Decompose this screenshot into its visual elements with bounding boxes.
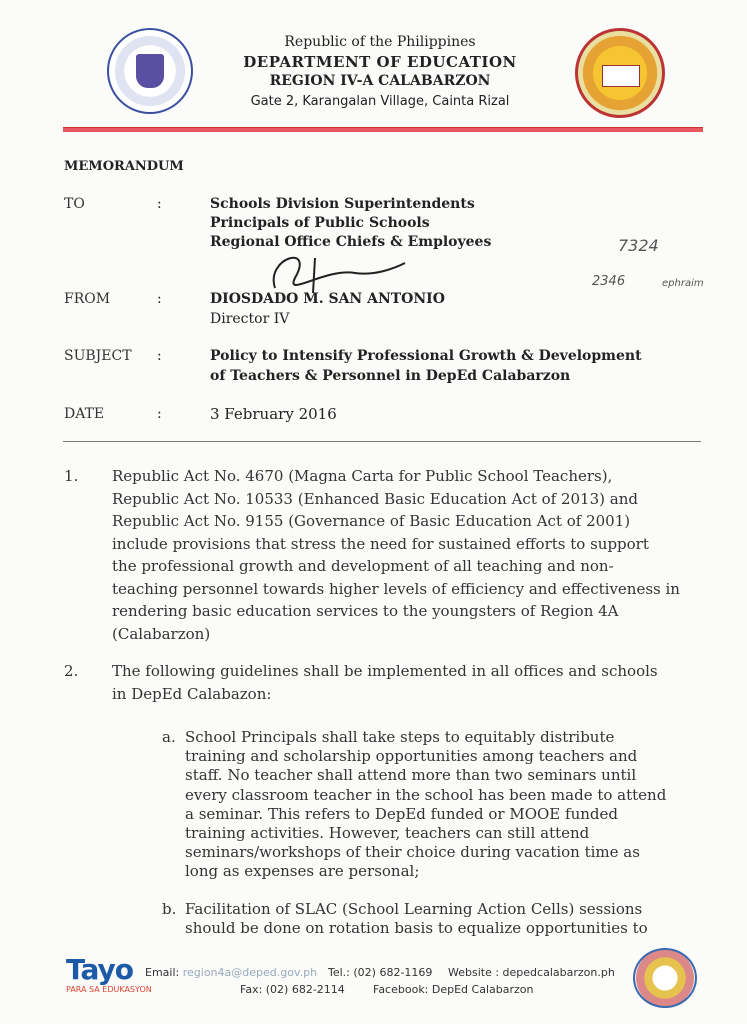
text-line: Facilitation of SLAC (School Learning Action Cells) sessions [185,900,643,918]
header-department: DEPARTMENT OF EDUCATION [243,53,517,71]
logo-subtext: PARA SA EDUKASYON [66,985,152,994]
handwritten-name: ephraim [662,278,704,289]
paragraph-number: 1. [64,467,79,485]
text-line: in DepEd Calabazon: [112,684,272,703]
text-line: every classroom teacher in the school has been made to attend [185,785,667,804]
paragraph-1 [112,465,702,645]
memo-divider [63,441,701,442]
item-label: b. [162,900,177,918]
item-label: a. [162,728,176,746]
text-line: teaching personnel towards higher levels of efficiency and effectiveness in [112,579,680,598]
text-line: should be done on rotation basis to equalize opportunities to [185,919,648,938]
to-line: Principals of Public Schools [210,215,430,231]
footer-facebook[interactable]: Facebook: DepEd Calabarzon [373,983,534,996]
header-region: REGION IV-A CALABARZON [269,73,491,89]
email-link[interactable]: region4a@deped.gov.ph [182,966,318,979]
footer-fax: Fax: (02) 682-2114 [240,983,345,996]
text-line: School Principals shall take steps to equitably distribute [185,728,615,746]
header-address: Gate 2, Karangalan Village, Cainta Rizal [250,94,510,109]
to-colon: : [157,196,162,212]
subject-line: Policy to Intensify Professional Growth & Development [210,348,642,364]
paragraph-number: 2. [64,662,79,680]
text-line: staff. No teacher shall attend more than two seminars until [185,766,637,785]
footer-email [145,966,317,979]
email-label: Email: [145,966,180,979]
text-line: seminars/workshops of their choice during vacation time as [185,843,640,862]
text-line: Republic Act No. 10533 (Enhanced Basic Education Act of 2013) and [112,489,638,508]
text-line: include provisions that stress the need for sustained efforts to support [112,534,649,553]
text-line: training and scholarship opportunities among teachers and [185,747,638,766]
text-line: long as expenses are personal; [185,862,420,881]
subject-label: SUBJECT [64,348,132,364]
item-b [185,900,698,938]
from-colon: : [157,291,162,307]
deped-seal-icon [107,28,193,114]
paragraph-2 [112,660,702,705]
to-label: TO [64,196,85,212]
tayo-logo [66,953,152,994]
calabarzon-seal-icon [633,948,697,1008]
header-divider [63,127,703,132]
handwritten-number: 2346 [592,274,626,289]
to-line: Schools Division Superintendents [210,196,475,212]
text-line: Republic Act No. 4670 (Magna Carta for Public School Teachers), [112,467,613,485]
from-title: Director IV [210,311,290,327]
from-label: FROM [64,291,111,307]
to-line: Regional Office Chiefs & Employees [210,234,492,250]
footer-website[interactable]: Website : depedcalabarzon.ph [448,966,615,979]
subject-line: of Teachers & Personnel in DepEd Calabarzon [210,368,571,384]
from-name: DIOSDADO M. SAN ANTONIO [210,291,445,307]
text-line: a seminar. This refers to DepEd funded or MOOE funded [185,804,618,823]
text-line: The following guidelines shall be implemented in all offices and schools [112,662,658,680]
date-label: DATE [64,406,105,422]
logo-text: Tayo [66,953,134,986]
text-line: the professional growth and development of all teaching and non- [112,557,614,575]
date-colon: : [157,406,162,422]
memo-heading: MEMORANDUM [64,159,184,174]
text-line: (Calabarzon) [112,624,211,643]
date-value: 3 February 2016 [210,405,337,423]
text-line: rendering basic education services to the youngsters of Region 4A [112,602,619,620]
header-republic: Republic of the Philippines [284,34,476,50]
handwritten-number: 7324 [618,236,659,255]
text-line: Republic Act No. 9155 (Governance of Basic Education Act of 2001) [112,512,631,530]
region-seal-icon [575,28,665,118]
text-line: training activities. However, teachers can still attend [185,824,590,843]
item-a [185,728,698,882]
footer-tel: Tel.: (02) 682-1169 [328,966,433,979]
subject-colon: : [157,348,162,364]
